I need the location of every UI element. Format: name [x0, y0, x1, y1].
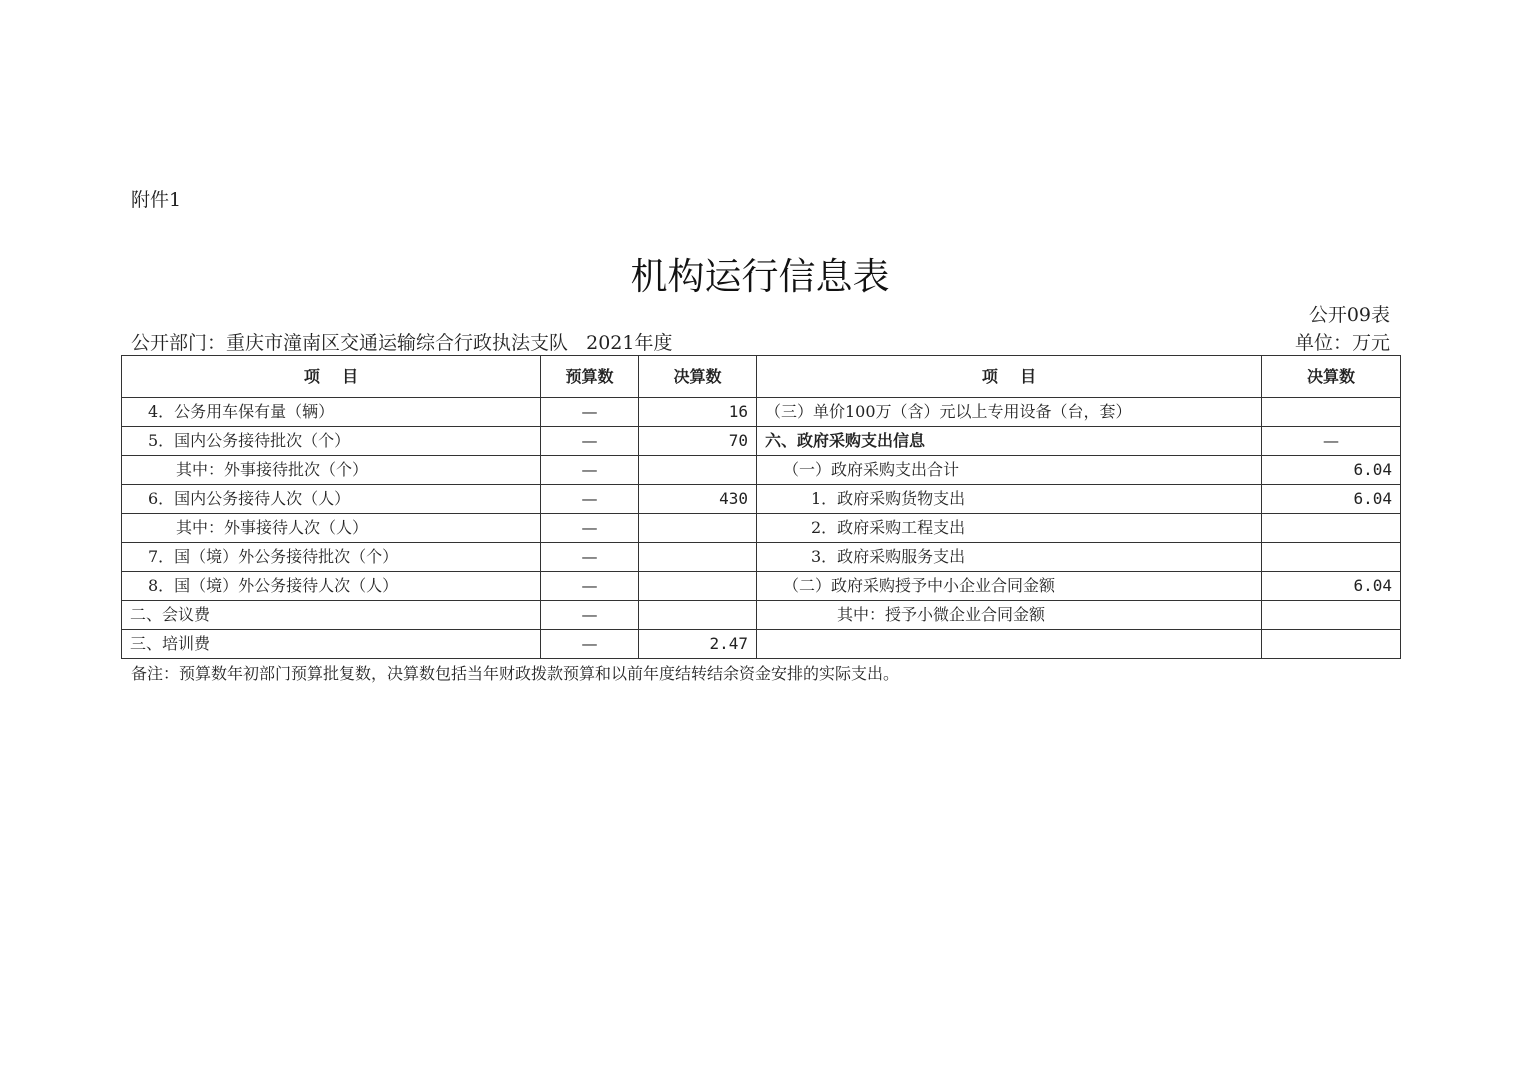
- row-right-final: —: [1262, 427, 1401, 456]
- row-left-item: 三、培训费: [122, 630, 541, 659]
- info-table: [121, 355, 1401, 659]
- table-row: [122, 601, 1401, 630]
- row-left-budget: —: [541, 398, 639, 427]
- header-left-item: 项 目: [122, 356, 541, 398]
- row-left-item: 其中：外事接待批次（个）: [122, 456, 541, 485]
- row-left-item: 8．国（境）外公务接待人次（人）: [122, 572, 541, 601]
- row-right-final: [1262, 630, 1401, 659]
- row-left-final: [639, 543, 757, 572]
- row-left-final: [639, 572, 757, 601]
- row-left-final: 430: [639, 485, 757, 514]
- table-row: [122, 514, 1401, 543]
- row-right-final: [1262, 514, 1401, 543]
- row-left-final: [639, 601, 757, 630]
- department-line: 公开部门：重庆市潼南区交通运输综合行政执法支队 2021年度: [131, 332, 673, 354]
- row-right-final: [1262, 398, 1401, 427]
- row-left-item: 其中：外事接待人次（人）: [122, 514, 541, 543]
- header-right-item: 项 目: [757, 356, 1262, 398]
- row-right-item: 1．政府采购货物支出: [757, 485, 1262, 514]
- row-left-budget: —: [541, 427, 639, 456]
- row-right-item: （二）政府采购授予中小企业合同金额: [757, 572, 1262, 601]
- table-header-row: [122, 356, 1401, 398]
- row-right-final: [1262, 543, 1401, 572]
- row-right-final: 6.04: [1262, 456, 1401, 485]
- footnote: 备注：预算数年初部门预算批复数，决算数包括当年财政拨款预算和以前年度结转结余资金安排的实际支出。: [131, 664, 900, 683]
- table-row: [122, 398, 1401, 427]
- row-left-budget: —: [541, 572, 639, 601]
- table-row: [122, 630, 1401, 659]
- row-right-item: 3．政府采购服务支出: [757, 543, 1262, 572]
- row-left-budget: —: [541, 485, 639, 514]
- header-left-budget: 预算数: [541, 356, 639, 398]
- row-right-item: （三）单价100万（含）元以上专用设备（台，套）: [757, 398, 1262, 427]
- page-title: 机构运行信息表: [630, 255, 890, 298]
- row-left-item: 4．公务用车保有量（辆）: [122, 398, 541, 427]
- table-row: [122, 485, 1401, 514]
- row-left-item: 6．国内公务接待人次（人）: [122, 485, 541, 514]
- row-right-item: （一）政府采购支出合计: [757, 456, 1262, 485]
- table-row: [122, 456, 1401, 485]
- row-left-budget: —: [541, 543, 639, 572]
- table-row: [122, 427, 1401, 456]
- row-left-final: [639, 514, 757, 543]
- row-left-final: [639, 456, 757, 485]
- row-right-item: 2．政府采购工程支出: [757, 514, 1262, 543]
- unit-label: 单位：万元: [1294, 332, 1390, 354]
- row-right-final: 6.04: [1262, 485, 1401, 514]
- table-row: [122, 543, 1401, 572]
- header-left-final: 决算数: [639, 356, 757, 398]
- row-left-budget: —: [541, 456, 639, 485]
- row-left-item: 5．国内公务接待批次（个）: [122, 427, 541, 456]
- row-left-final: 2.47: [639, 630, 757, 659]
- attachment-label: 附件1: [131, 189, 182, 211]
- table-code: 公开09表: [1308, 304, 1390, 326]
- row-left-budget: —: [541, 630, 639, 659]
- table-row: [122, 572, 1401, 601]
- row-right-final: 6.04: [1262, 572, 1401, 601]
- row-right-item: 六、政府采购支出信息: [757, 427, 1262, 456]
- row-right-item: 其中：授予小微企业合同金额: [757, 601, 1262, 630]
- row-left-item: 二、会议费: [122, 601, 541, 630]
- row-left-final: 70: [639, 427, 757, 456]
- row-right-final: [1262, 601, 1401, 630]
- row-right-item: [757, 630, 1262, 659]
- header-right-final: 决算数: [1262, 356, 1401, 398]
- row-left-final: 16: [639, 398, 757, 427]
- row-left-budget: —: [541, 601, 639, 630]
- row-left-item: 7．国（境）外公务接待批次（个）: [122, 543, 541, 572]
- row-left-budget: —: [541, 514, 639, 543]
